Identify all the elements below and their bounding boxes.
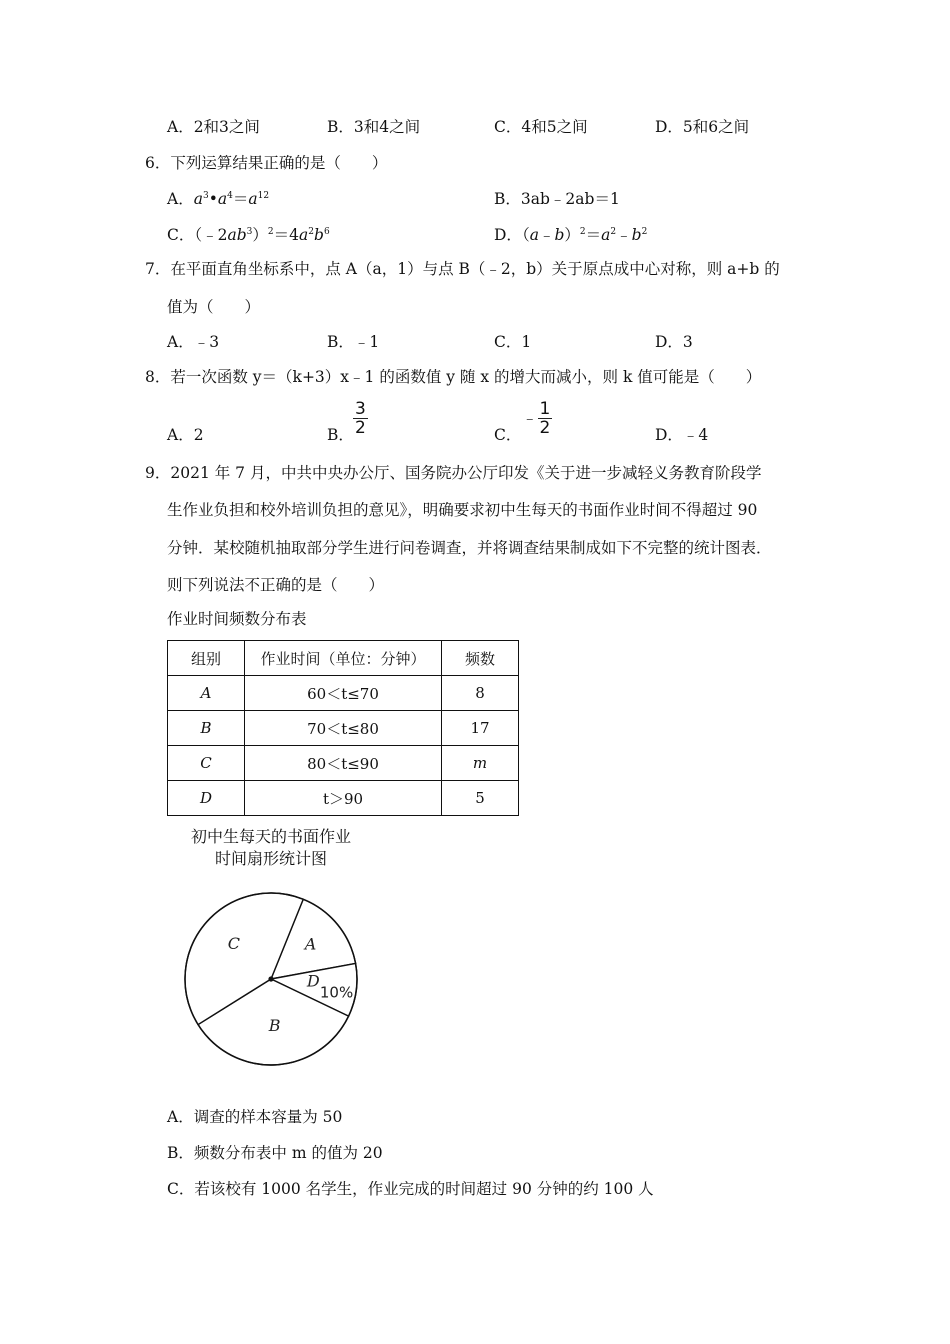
pie-chart <box>170 880 380 1080</box>
pie-percent-label: 10% <box>319 983 354 1002</box>
table-header-row <box>168 641 519 676</box>
table-cell: m <box>442 746 519 781</box>
q6-stem: 6．下列运算结果正确的是（ ） <box>145 154 388 172</box>
q8-option-c-label: C． <box>494 426 522 444</box>
q9-option-b: B．频数分布表中 m 的值为 20 <box>167 1144 383 1162</box>
table-row <box>168 746 519 781</box>
q5-option-d: D．5和6之间 <box>655 118 750 136</box>
table-cell: 5 <box>442 781 519 816</box>
table-header: 组别 <box>168 641 245 676</box>
table-row <box>168 676 519 711</box>
table-cell: 8 <box>442 676 519 711</box>
pie-label-c: C <box>227 933 241 953</box>
q6-option-a: A．$a^3•a^4=a^{12}$ <box>167 190 270 208</box>
q7-option-b: B．﹣1 <box>327 333 380 351</box>
pie-label-a: A <box>304 934 317 954</box>
chart-title-line2: 时间扇形统计图 <box>214 849 327 868</box>
table-title: 作业时间频数分布表 <box>167 610 307 628</box>
table-cell: 80＜t≤90 <box>245 746 442 781</box>
q7-stem-line1: 7．在平面直角坐标系中，点 A（a，1）与点 B（﹣2，b）关于原点成中心对称，则 a+b 的 <box>145 260 780 278</box>
table-cell: C <box>168 746 245 781</box>
q9-stem-line4: 则下列说法不正确的是（ ） <box>167 576 385 594</box>
q6-option-d: D．$(a﹣b)^2=a^2﹣b^2$ <box>494 226 648 244</box>
table-header: 作业时间（单位：分钟） <box>245 641 442 676</box>
q6-option-b: B．3ab﹣2ab＝1 <box>494 190 620 208</box>
table-row <box>168 711 519 746</box>
q5-option-c: C．4和5之间 <box>494 118 588 136</box>
table-cell: 17 <box>442 711 519 746</box>
pie-label-d: D <box>306 971 320 991</box>
q8-option-d: D．﹣4 <box>655 426 709 444</box>
table-row <box>168 781 519 816</box>
table-cell: B <box>168 711 245 746</box>
q9-option-a: A．调查的样本容量为 50 <box>167 1108 343 1126</box>
table-cell: 70＜t≤80 <box>245 711 442 746</box>
q9-stem-line1: 9．2021 年 7 月，中共中央办公厅、国务院办公厅印发《关于进一步减轻义务教育阶段学 <box>145 464 762 482</box>
fraction-numerator: 3 <box>355 399 366 419</box>
q7-option-a: A．﹣3 <box>167 333 220 351</box>
table-cell: t＞90 <box>245 781 442 816</box>
fraction-denominator: 2 <box>539 418 551 438</box>
q5-option-a: A．2和3之间 <box>167 118 260 136</box>
table-cell: 60＜t≤70 <box>245 676 442 711</box>
pie-center-dot <box>268 976 273 981</box>
q9-option-c: C．若该校有 1000 名学生，作业完成的时间超过 90 分钟的约 100 人 <box>167 1180 654 1198</box>
q7-stem-line2: 值为（ ） <box>167 298 261 316</box>
q9-stem-line2: 生作业负担和校外培训负担的意见》，明确要求初中生每天的书面作业时间不得超过 90 <box>167 501 758 519</box>
fraction-denominator: 2 <box>355 418 366 438</box>
pie-label-b: B <box>268 1015 281 1035</box>
q6-option-c: C．$(﹣2ab^3)^2=4a^2b^6$ <box>167 226 330 244</box>
table-header: 频数 <box>442 641 519 676</box>
table-cell: A <box>168 676 245 711</box>
q8-option-b-fraction <box>353 400 368 437</box>
chart-title-line1: 初中生每天的书面作业 <box>190 827 351 846</box>
q8-stem: 8．若一次函数 y＝（k+3）x﹣1 的函数值 y 随 x 的增大而减小，则 k 值可能是（ ） <box>145 368 762 386</box>
frequency-table <box>167 640 519 816</box>
fraction-numerator: 1 <box>539 399 551 419</box>
q8-option-c-fraction: ﹣ $\frac{1}{2}$ <box>522 399 551 438</box>
chart-title <box>180 826 362 870</box>
table-cell: D <box>168 781 245 816</box>
q8-option-a: A．2 <box>167 426 204 444</box>
q5-option-b: B．3和4之间 <box>327 118 421 136</box>
q9-stem-line3: 分钟．某校随机抽取部分学生进行问卷调查，并将调查结果制成如下不完整的统计图表． <box>167 539 772 557</box>
q8-option-b-label: B． <box>327 426 354 444</box>
q7-option-c: C．1 <box>494 333 532 351</box>
q7-option-d: D．3 <box>655 333 693 351</box>
